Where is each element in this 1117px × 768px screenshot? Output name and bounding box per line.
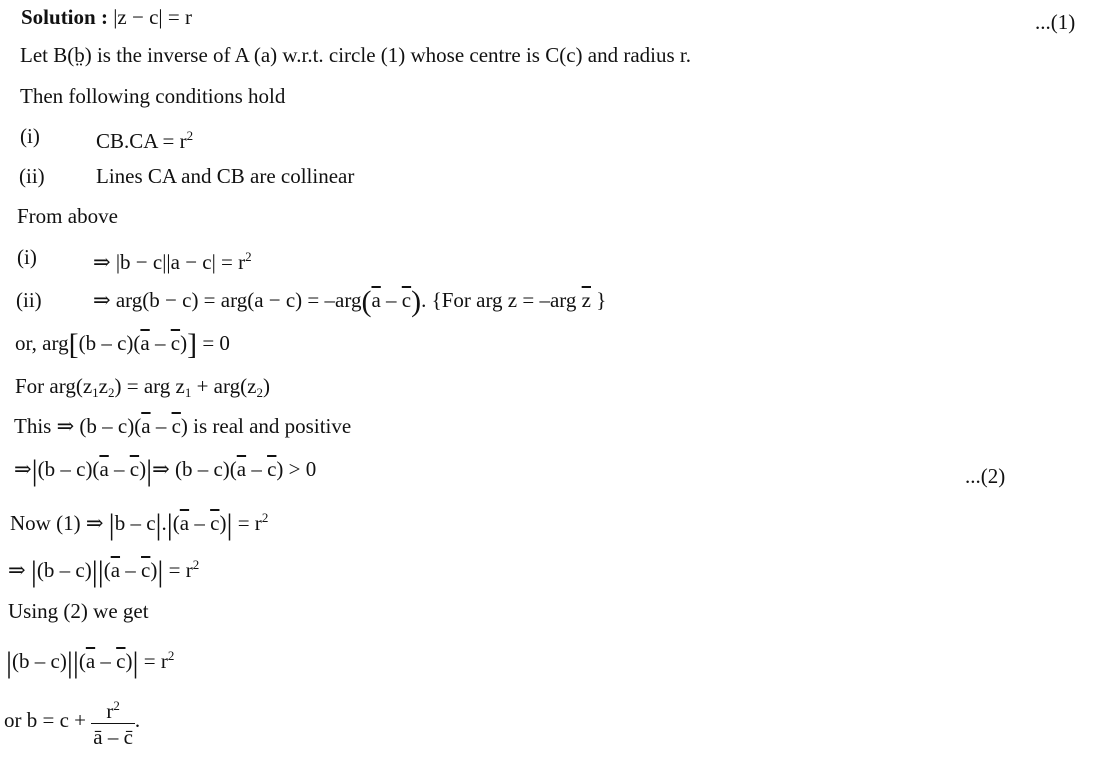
solution-line — [21, 4, 192, 30]
equation-number-2: ...(2) — [965, 464, 1006, 488]
fraction-numerator: $r^2$ — [91, 694, 135, 724]
fraction — [91, 694, 135, 750]
derivation-ii: ⇒ $arg(b - c) = arg(a - c) = -arg(\overline{a} - \overline{c})$. {For arg z = –arg $\overline{z}$ } — [93, 285, 607, 318]
condition-ii: Lines CA and CB are collinear — [96, 164, 355, 188]
fraction-denominator: ā – c̄ — [93, 725, 133, 750]
condition-ii-tag: (ii) — [19, 164, 45, 188]
arg-product-rule: For $arg(z_1z_2)$ = arg $z_1 + arg(z_2)$ — [15, 374, 270, 400]
arg-product-zero: or, $arg[(b - c)(\overline{a} - \overline{c})] = 0$ — [15, 328, 230, 361]
modulus-product-line: ⇒ $|(b - c)||(\overline{a} - \overline{c})| = r^2$ — [8, 555, 200, 588]
derivation-i: ⇒ $|b - c||a - c| = r^2$ — [93, 249, 252, 274]
conditions-intro: Then following conditions hold — [20, 84, 286, 108]
real-positive-line: This ⇒ $(b - c)(\overline{a} - \overline{c})$ is real and positive — [14, 414, 352, 438]
equation-number-1: ...(1) — [1035, 10, 1076, 34]
condition-i: $CB.CA = r^2$ — [96, 128, 194, 153]
result-modulus-line: $|(b - c)||(\overline{a} - \overline{c})| = r^2$ — [6, 646, 175, 679]
condition-i-tag: (i) — [20, 124, 40, 148]
derivation-i-tag: (i) — [17, 245, 37, 269]
derivation-ii-tag: (ii) — [16, 288, 42, 312]
from-above: From above — [17, 204, 118, 228]
circle-equation: |z − c| = r — [107, 5, 192, 29]
using-2-line: Using (2) we get — [8, 599, 149, 623]
inverse-definition: Let B(b̤) is the inverse of A (a) w.r.t. circle (1) whose centre is C(c) and radius r. — [20, 43, 692, 67]
final-result: or b = c + $\frac{r^2}{ā - c̄}$ . — [4, 690, 140, 750]
positive-product-line: ⇒|(b – $c)(\overline{a}$ – $\overline{c})|\Rightarrow$ $(b - c)(\overline{a} - \overline{c}) > 0$ — [14, 454, 317, 487]
solution-label: Solution : — [21, 5, 108, 29]
now-line: Now (1) ⇒ $|b - c|.|(\overline{a} - \overline{c})| = r^2$ — [10, 508, 269, 541]
